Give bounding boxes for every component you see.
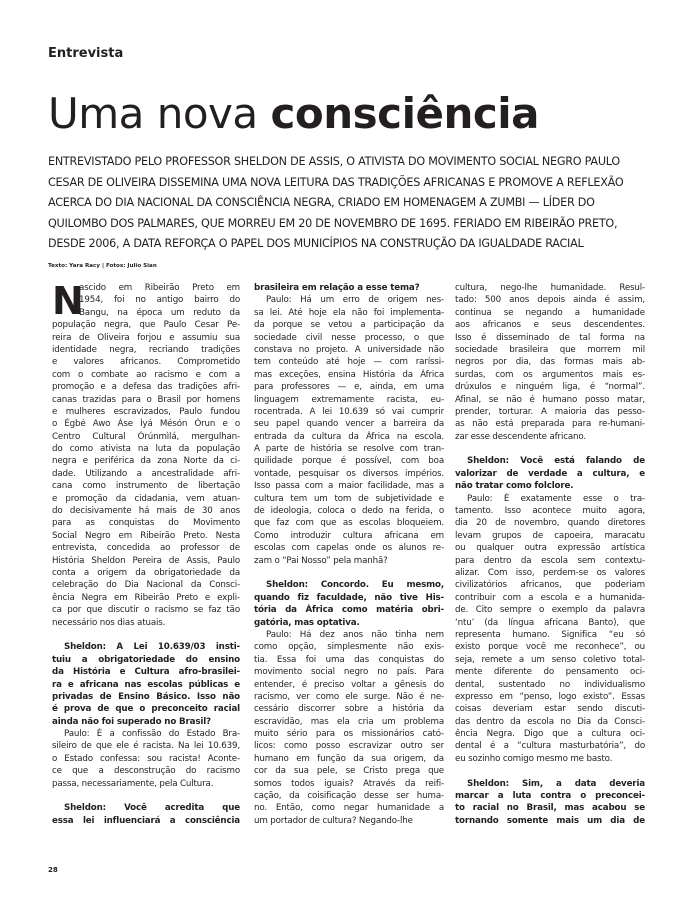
body-line: linguagem extremamente racista, eu- [254, 394, 444, 405]
lede-line: CESAR DE OLIVEIRA DISSEMINA UMA NOVA LEITURA DAS TRADIÇÕES AFRICANAS E PROMOVE A REFLEXÃO [48, 175, 624, 189]
question-line: to racial no Brasil, mas acabou se [455, 803, 645, 814]
question-line: tuiu a obrigatoriedade do ensino [52, 654, 240, 665]
body-line: licos: como posso escravizar outro ser [254, 741, 444, 752]
body-line: população negra, que Paulo Cesar Pe- [52, 320, 240, 331]
text-column-2 [254, 282, 444, 827]
drop-cap: N [52, 279, 84, 323]
paragraph-gap [52, 629, 240, 641]
photo-text-credits: Texto: Yara Racy | Fotos: Julio Sian [48, 263, 157, 269]
question-line: ainda não foi superado no Brasil? [52, 716, 211, 727]
body-line: levam grupos de capoeira, maracatu [455, 530, 645, 541]
body-line: Paulo: É a confissão do Estado Bra- [64, 729, 240, 740]
question-line: não tratar como folclore. [455, 481, 574, 492]
body-line: da porque se vetou a participação da [254, 320, 444, 331]
question-line: essa lei influenciará a consciência [52, 815, 240, 826]
body-line: cana como instrumento de libertação [52, 481, 240, 492]
headline [48, 86, 539, 142]
body-line: promoção e a defesa das tradições afri- [52, 382, 240, 393]
body-line: sociedade civil nesse processo, o que [254, 332, 444, 343]
body-line: de. Cito sempre o exemplo da palavra [455, 605, 645, 616]
body-line: sa lei. Até hoje ela não foi implementa- [254, 307, 444, 318]
body-line: o Ègbé Awo Àse Ìyá Mésón Òrun e o [52, 419, 240, 430]
question-line: é prova de que o preconceito racial [52, 704, 240, 715]
paragraph-gap [254, 567, 444, 579]
body-line: ou qualquer outra expressão artística [455, 543, 645, 554]
body-line: contribuir com a escola e a humanida- [455, 592, 645, 603]
paragraph-gap [52, 790, 240, 802]
body-line: um portador de cultura? Negando-lhe [254, 815, 413, 826]
body-line: continua se negando a humanidade [455, 307, 645, 318]
body-line: expresso em “penso, logo existo”. Essas [455, 691, 645, 702]
body-line: para dentro da escola sem contextu- [455, 555, 645, 566]
body-line: ência Negra. Digo que a cultura oci- [455, 729, 645, 740]
body-line: ascido em Ribeirão Preto em [79, 283, 240, 293]
section-label: Entrevista [48, 46, 124, 61]
lede-line: ENTREVISTADO PELO PROFESSOR SHELDON DE ASSIS, O ATIVISTA DO MOVIMENTO SOCIAL NEGRO PAULO [48, 155, 620, 168]
body-line: Afinal, se não é humano posso matar, [455, 394, 645, 405]
body-line: para as conquistas do Movimento [52, 518, 240, 529]
body-line: Isso passa com a maior facilidade, mas a [254, 481, 444, 492]
body-line: escolas com capelas onde os alunos re- [254, 543, 444, 554]
body-line: quilidade porque é possível, com boa [254, 456, 444, 467]
question-line: tória da África como matéria obri- [254, 605, 444, 616]
body-line: Social Negro em Ribeirão Preto. Nesta [52, 530, 240, 541]
body-line: surdas, com os argumentos mais es- [455, 369, 645, 380]
body-line: necessário nos dias atuais. [52, 617, 166, 628]
body-line: de ideologia, coloca o dedo na ferida, o [254, 506, 444, 517]
body-line: negros por dia, das formas mais ab- [455, 357, 645, 368]
body-line: prender, torturar. A maioria das pesso- [455, 406, 645, 417]
lede [48, 152, 640, 255]
question-line: valorizar de verdade a cultura, e [455, 468, 645, 479]
body-line: as não está preparada para re-humani- [455, 419, 645, 430]
question-line: Sheldon: Você está falando de [467, 456, 645, 467]
body-line: cor da sua pele, se Cristo prega que [254, 766, 444, 777]
body-line: tamento. Isso acontece muito agora, [455, 506, 645, 517]
question-line: privadas de Ensino Básico. Isso não [52, 691, 240, 702]
body-line: com o combate ao racismo e com a [52, 369, 240, 380]
body-line: História Sheldon Pereira de Assis, Paulo [52, 555, 240, 566]
body-line: para professores — e, ainda, em uma [254, 382, 444, 393]
question-line: marcar a luta contra o preconcei- [455, 791, 645, 802]
body-line: representa humano. Significa “eu só [455, 629, 645, 640]
body-line: identidade negra, recriando tradições [52, 344, 240, 355]
body-line: do decisivamente há mais de 30 anos [52, 506, 240, 517]
body-line: Centro Cultural Òrúnmìlá, mergulhan- [52, 431, 240, 442]
body-line: constava no projeto. A universidade não [254, 344, 444, 355]
body-line: conta a origem da obrigatoriedade da [52, 567, 240, 578]
question-line: Sheldon: A Lei 10.639/03 insti- [64, 642, 240, 653]
body-line: Isso é disseminado de tal forma na [455, 332, 645, 343]
body-line: ca por que discutir o racismo se faz tão [52, 605, 240, 616]
body-line: mas exceções, ensina História da África [254, 369, 444, 380]
body-line: entender, é preciso voltar a gênesis do [254, 679, 444, 690]
lede-line: DESDE 2006, A DATA REFORÇA O PAPEL DOS MUNICÍPIOS NA CONSTRUÇÃO DA IGUALDADE RACIAL [48, 237, 584, 250]
body-line: civilizatórios africanos, que poderiam [455, 580, 645, 591]
question-line: ra e africana nas escolas públicas e [52, 679, 240, 690]
question-line: Sheldon: Concordo. Eu mesmo, [266, 580, 444, 591]
body-line: ‘ntu’ (da língua africana Banto), que [455, 617, 645, 628]
body-line: das dentro da escola no Dia da Consci- [455, 716, 645, 727]
body-line: o Estado confessa: sou racista! Aconte- [52, 753, 240, 764]
body-line: rocentrada. A lei 10.639 só vai cumprir [254, 406, 444, 417]
body-line: seja, remete a um senso coletivo total- [455, 654, 645, 665]
body-line: negra e periférica da zona Norte da ci- [52, 456, 240, 467]
lede-line: ACERCA DO DIA NACIONAL DA CONSCIÊNCIA NEGRA, CRIADO EM HOMENAGEM A ZUMBI — LÍDER DO [48, 196, 595, 209]
body-line: entrada da cultura da África na escola. [254, 431, 444, 442]
headline-bold: consciência [270, 89, 539, 138]
body-line: muito sério para os missionários cató- [254, 729, 444, 740]
body-line: racismo, ver como ele surge. Não é ne- [254, 691, 444, 702]
question-line: tornando somente mais um dia de [455, 815, 645, 826]
body-line: Paulo: É exatamente esse o tra- [467, 493, 645, 504]
body-line: vontade, pesquisar os diversos impérios. [254, 468, 444, 479]
body-line: cessário discorrer sobre a história da [254, 704, 444, 715]
body-line: dental, sustentado no individualismo [455, 679, 645, 690]
body-line: aos africanos e seus descendentes. [455, 320, 645, 331]
body-line: Paulo: Há dez anos não tinha nem [266, 629, 444, 640]
body-line: Como introduzir cultura africana em [254, 530, 444, 541]
paragraph-gap [455, 765, 645, 777]
body-line: 1954, foi no antigo bairro do [79, 295, 240, 306]
body-line: zar esse descendente africano. [455, 431, 587, 442]
body-line: tia. Essa foi uma das conquistas do [254, 654, 444, 665]
body-line: Paulo: Há um erro de origem nes- [266, 295, 444, 306]
body-line: passa, necessariamente, pela Cultura. [52, 778, 214, 789]
question-line: Sheldon: Você acredita que [64, 803, 240, 814]
body-line: existo porque você me reconhece”, ou [455, 642, 645, 653]
body-line: sociedade brasileira que morrem mil [455, 344, 645, 355]
question-line: brasileira em relação a esse tema? [254, 283, 420, 293]
body-line: humano em função da sua origem, da [254, 753, 444, 764]
body-line: zam o “Pai Nosso” pela manhã? [254, 555, 388, 566]
body-line: cultura tem um tom de subjetividade e [254, 493, 444, 504]
body-line: no. Então, como negar humanidade a [254, 803, 444, 814]
lede-line: QUILOMBO DOS PALMARES, QUE MORREU EM 20 DE NOVEMBRO DE 1695. FERIADO EM RIBEIRÃO PRETO, [48, 216, 618, 230]
body-line: dental é a “cultura masturbatória”, do [455, 741, 645, 752]
body-line: celebração do Dia Nacional da Consci- [52, 580, 240, 591]
body-line: cultura, nego-lhe humanidade. Resul- [455, 283, 645, 293]
page-number: 28 [48, 866, 58, 874]
body-line: ência Negra em Ribeirão Preto e expli- [52, 592, 240, 603]
question-line: quando fiz faculdade, não tive His- [254, 592, 444, 603]
text-column-3 [455, 282, 645, 827]
body-line: dade. Utilizando a ancestralidade afri- [52, 468, 240, 479]
body-line: Bangu, na época um reduto da [79, 307, 240, 318]
body-line: sileiro de que ele é racista. Na lei 10.639, [52, 741, 240, 752]
body-line: dia 20 de novembro, quando diretores [455, 518, 645, 529]
body-line: entrevista, concedida ao professor de [52, 543, 240, 554]
body-line: e valores africanos. Comprometido [52, 357, 240, 368]
body-line: como opção, simplesmente não exis- [254, 642, 444, 653]
question-line: da História e Cultura afro-brasilei- [52, 667, 240, 678]
body-line: reira de Oliveira forjou e assumiu sua [52, 332, 240, 343]
body-line: tem conteúdo até hoje — com raríssi- [254, 357, 444, 368]
body-line: do como ativista na luta da população [52, 444, 240, 455]
body-line: A parte de história se resolve com tran- [254, 444, 444, 455]
body-line: que faz com que as escolas bloqueiem. [254, 518, 444, 529]
body-line: e mulheres escravizados, Paulo fundou [52, 406, 240, 417]
body-line: tado: 500 anos depois ainda é assim, [455, 295, 645, 306]
body-line: ce que a desconstrução do racismo [52, 766, 240, 777]
body-line: mente diferente do pensamento oci- [455, 667, 645, 678]
body-line: drúxulos e ninguém liga, é “normal”. [455, 382, 645, 393]
body-line: escravidão, mas ela cria um problema [254, 716, 444, 727]
question-line: gatória, mas optativa. [254, 617, 360, 628]
body-line: seu papel quando vencer a barreira da [254, 419, 444, 430]
body-line: eu sozinho comigo mesmo me basto. [455, 753, 613, 764]
body-line: somos todos iguais? Através da reifi- [254, 778, 444, 789]
question-line: Sheldon: Sim, a data deveria [467, 778, 645, 789]
body-line: canas trazidas para o Brasil por homens [52, 394, 240, 405]
body-line: coisas deveriam estar sendo discuti- [455, 704, 645, 715]
body-line: alizar. Com isso, perdem-se os valores [455, 567, 645, 578]
text-column-1 [52, 279, 240, 827]
body-line: cação, da coisificação desse ser huma- [254, 791, 444, 802]
body-line: movimento social negro no país. Para [254, 667, 444, 678]
paragraph-gap [455, 443, 645, 455]
headline-light: Uma nova [48, 89, 271, 138]
body-line: e promoção da cidadania, vem atuan- [52, 493, 240, 504]
